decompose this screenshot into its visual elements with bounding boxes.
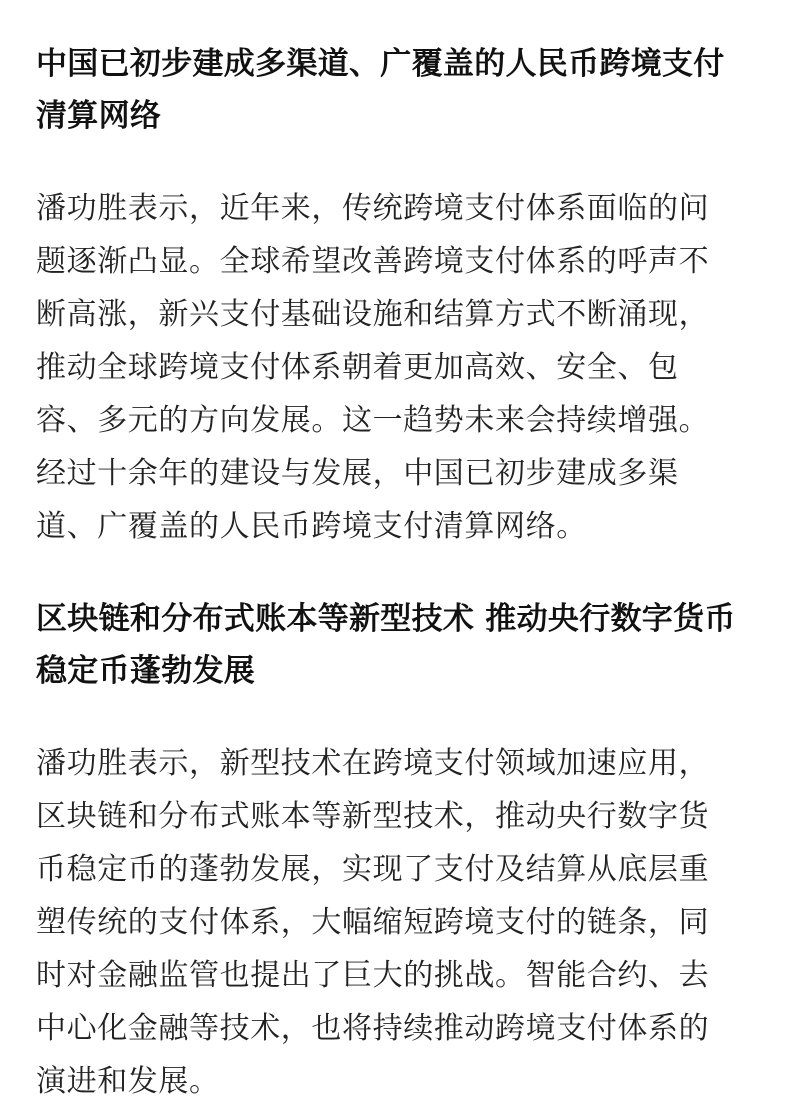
paragraph-line: 潘功胜表示，新型技术在跨境支付领域加速应用，: [36, 746, 710, 781]
section-2: [36, 593, 796, 1108]
section-2-heading: [36, 593, 796, 697]
paragraph-line: 推动全球跨境支付体系朝着更加高效、安全、包: [36, 350, 679, 385]
section-1-heading: [36, 38, 796, 142]
article: [36, 38, 796, 1108]
paragraph-line: 区块链和分布式账本等新型技术，推动央行数字货: [36, 799, 710, 834]
paragraph-line: 道、广覆盖的人民币跨境支付清算网络。: [36, 509, 587, 544]
section-1-paragraph: [36, 182, 796, 553]
section-1: [36, 38, 796, 553]
heading-line: 区块链和分布式账本等新型技术 推动央行数字货币: [36, 601, 736, 637]
heading-line: 清算网络: [36, 98, 162, 134]
paragraph-line: 中心化金融等技术，也将持续推动跨境支付体系的: [36, 1011, 710, 1046]
heading-line: 稳定币蓬勃发展: [36, 653, 256, 689]
paragraph-line: 演进和发展。: [36, 1064, 220, 1099]
paragraph-line: 断高涨，新兴支付基础设施和结算方式不断涌现，: [36, 297, 710, 332]
section-2-paragraph: [36, 737, 796, 1108]
paragraph-line: 容、多元的方向发展。这一趋势未来会持续增强。: [36, 403, 710, 438]
paragraph-line: 题逐渐凸显。全球希望改善跨境支付体系的呼声不: [36, 244, 710, 279]
paragraph-line: 塑传统的支付体系，大幅缩短跨境支付的链条，同: [36, 905, 710, 940]
heading-line: 中国已初步建成多渠道、广覆盖的人民币跨境支付: [36, 46, 725, 82]
paragraph-line: 潘功胜表示，近年来，传统跨境支付体系面临的问: [36, 191, 710, 226]
paragraph-line: 经过十余年的建设与发展，中国已初步建成多渠: [36, 456, 679, 491]
paragraph-line: 币稳定币的蓬勃发展，实现了支付及结算从底层重: [36, 852, 710, 887]
paragraph-line: 时对金融监管也提出了巨大的挑战。智能合约、去: [36, 958, 710, 993]
